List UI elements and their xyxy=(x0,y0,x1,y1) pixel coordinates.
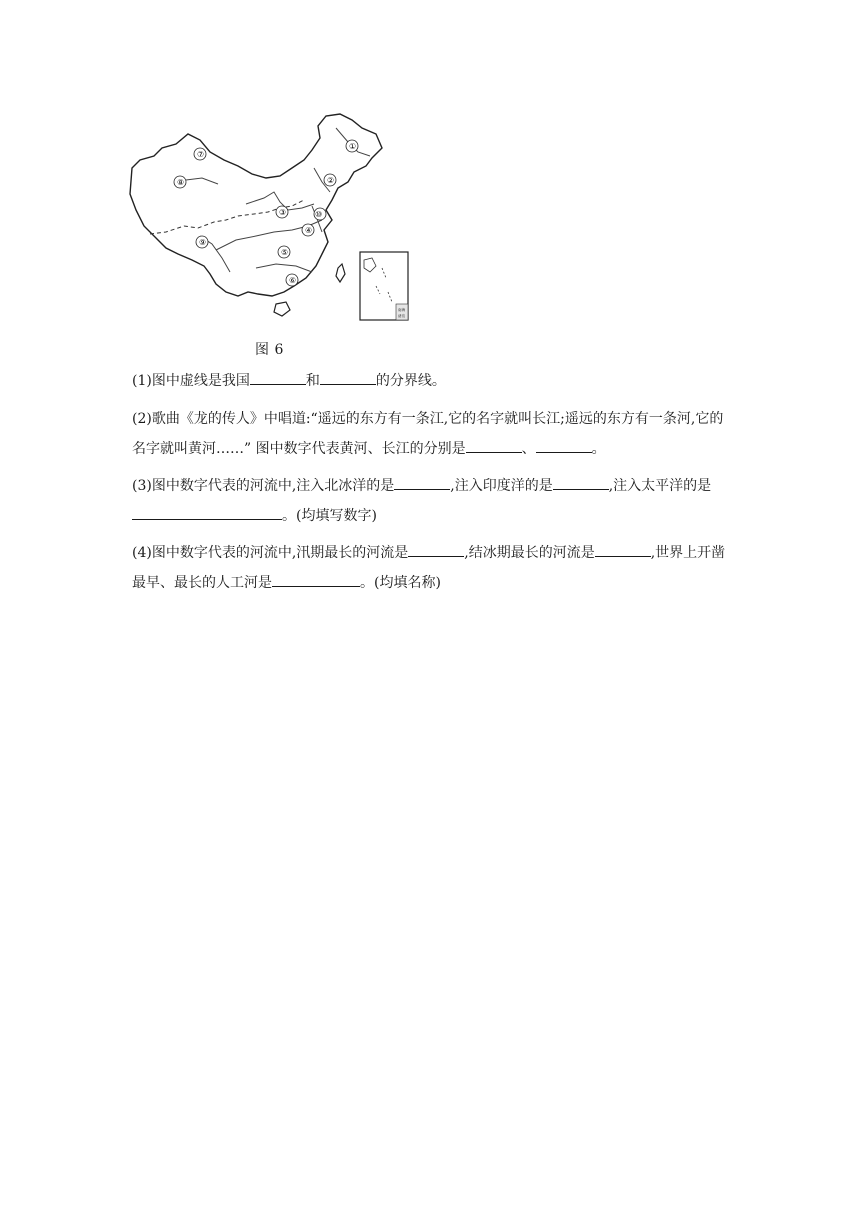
map-label-7 xyxy=(194,148,206,160)
svg-text:③: ③ xyxy=(279,208,287,217)
map-label-2 xyxy=(324,174,336,186)
river-line xyxy=(256,264,312,272)
map-label-3 xyxy=(276,206,288,218)
svg-text:⑨: ⑨ xyxy=(199,238,207,247)
hainan-island xyxy=(274,302,290,316)
answer-blank[interactable] xyxy=(595,541,651,557)
country-outline xyxy=(130,114,382,296)
map-label-10 xyxy=(314,208,326,220)
question-1: (1)图中虚线是我国 和 的分界线。 xyxy=(132,366,732,396)
map-label-1 xyxy=(346,140,358,152)
svg-text:诸岛: 诸岛 xyxy=(398,314,406,318)
china-river-map xyxy=(126,108,416,324)
map-label-9 xyxy=(196,236,208,248)
inset-text: 南海 xyxy=(398,308,406,312)
answer-blank[interactable] xyxy=(272,571,360,587)
svg-text:⑧: ⑧ xyxy=(177,178,185,187)
map-label-6 xyxy=(286,274,298,286)
answer-blank[interactable] xyxy=(250,369,306,385)
answer-blank[interactable] xyxy=(320,369,376,385)
question-4: (4)图中数字代表的河流中,汛期最长的河流是 ,结冰期最长的河流是 ,世界上开凿最早、最长的人工河是 。(均填名称) xyxy=(132,538,732,598)
river-line xyxy=(186,178,218,184)
answer-blank[interactable] xyxy=(466,437,522,453)
answer-blank[interactable] xyxy=(536,437,592,453)
figure-caption: 图 6 xyxy=(255,342,284,358)
answer-blank[interactable] xyxy=(553,474,609,490)
svg-text:⑦: ⑦ xyxy=(197,150,205,159)
svg-text:⑥: ⑥ xyxy=(289,276,297,285)
svg-text:①: ① xyxy=(349,142,357,151)
taiwan-island xyxy=(336,264,345,282)
map-label-8 xyxy=(174,176,186,188)
svg-text:⑤: ⑤ xyxy=(281,248,289,257)
question-3: (3)图中数字代表的河流中,注入北冰洋的是 ,注入印度洋的是 ,注入太平洋的是。(均填写数字) xyxy=(132,471,732,531)
svg-text:④: ④ xyxy=(305,226,313,235)
answer-blank[interactable] xyxy=(394,474,450,490)
answer-blank[interactable] xyxy=(408,541,464,557)
map-label-4 xyxy=(302,224,314,236)
svg-text:⑩: ⑩ xyxy=(315,210,323,219)
answer-blank[interactable] xyxy=(132,504,282,520)
map-label-5 xyxy=(278,246,290,258)
svg-text:②: ② xyxy=(327,176,335,185)
question-2: (2)歌曲《龙的传人》中唱道:“遥远的东方有一条江,它的名字就叫长江;遥远的东方有一条河,它的名字就叫黄河……” 图中数字代表黄河、长江的分别是 、 。 xyxy=(132,411,724,457)
